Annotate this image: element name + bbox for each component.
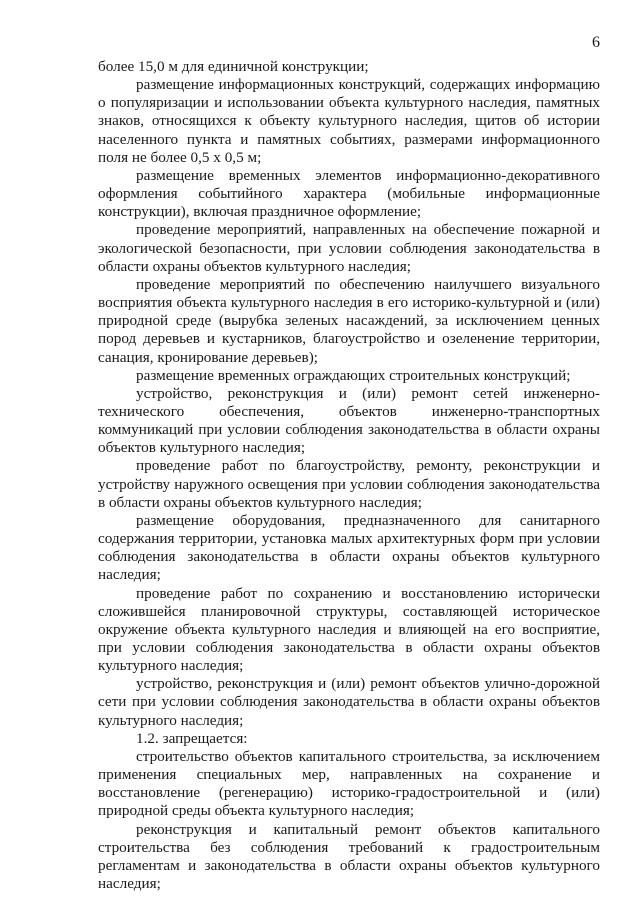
document-body [98, 58, 600, 893]
paragraph: размещение информационных конструкций, содержащих информацию о популяризации и использовании объекта культурного наследия, памятных знаков, относящихся к объекту культурного наследия, щитов об истории населенного пункта и памятных событиях, размерами информационного поля не более 0,5 х 0,5 м; [98, 76, 600, 166]
paragraph: более 15,0 м для единичной конструкции; [98, 58, 369, 75]
paragraph: размещение оборудования, предназначенного для санитарного содержания территории, установка малых архитектурных форм при условии соблюдения законодательства в области охраны объектов культурного наследия; [98, 511, 600, 584]
page-number: 6 [592, 34, 600, 51]
paragraph: реконструкция и капитальный ремонт объектов капитального строительства без соблюдения требований к градостроительным регламентам и законодательства в области охраны объектов культурного наследия; [98, 820, 600, 893]
paragraph: устройство, реконструкция и (или) ремонт объектов улично-дорожной сети при условии соблюдения законодательства в области охраны объектов культурного наследия; [98, 675, 600, 729]
paragraph: размещение временных элементов информационно-декоративного оформления событийного характера (мобильные информационные конструкции), включая праздничное оформление; [98, 166, 600, 221]
paragraph: проведение работ по сохранению и восстановлению исторически сложившейся планировочной структуры, составляющей историческое окружение объекта культурного наследия и влияющей на его восприятие, при условии соблюдения законодательства в области охраны объектов культурного наследия; [98, 584, 600, 675]
paragraph: проведение мероприятий, направленных на обеспечение пожарной и экологической безопасности, при условии соблюдения законодательства в области охраны объектов культурного наследия; [98, 221, 600, 275]
paragraph: проведение работ по благоустройству, ремонту, реконструкции и устройству наружного освещения при условии соблюдения законодательства в области охраны объектов культурного наследия; [98, 457, 600, 511]
paragraph: размещение временных ограждающих строительных конструкций; [136, 366, 571, 384]
paragraph: устройство, реконструкция и (или) ремонт сетей инженерно-технического обеспечения, объектов инженерно-транспортных коммуникаций при условии соблюдения законодательства в области охраны объектов культурного наследия; [98, 384, 600, 457]
paragraph: проведение мероприятий по обеспечению наилучшего визуального восприятия объекта культурного наследия в его историко-культурной и (или) природной среде (вырубка зеленых насаждений, за исключением ценных пород деревьев и кустарников, благоустройство и озеленение территории, санация, кронирование деревьев); [98, 275, 600, 366]
paragraph: строительство объектов капитального строительства, за исключением применения специальных мер, направленных на сохранение и восстановление (регенерацию) историко-градостроительной и (или) природной среды объекта культурного наследия; [98, 747, 600, 820]
section-heading: 1.2. запрещается: [136, 729, 248, 747]
